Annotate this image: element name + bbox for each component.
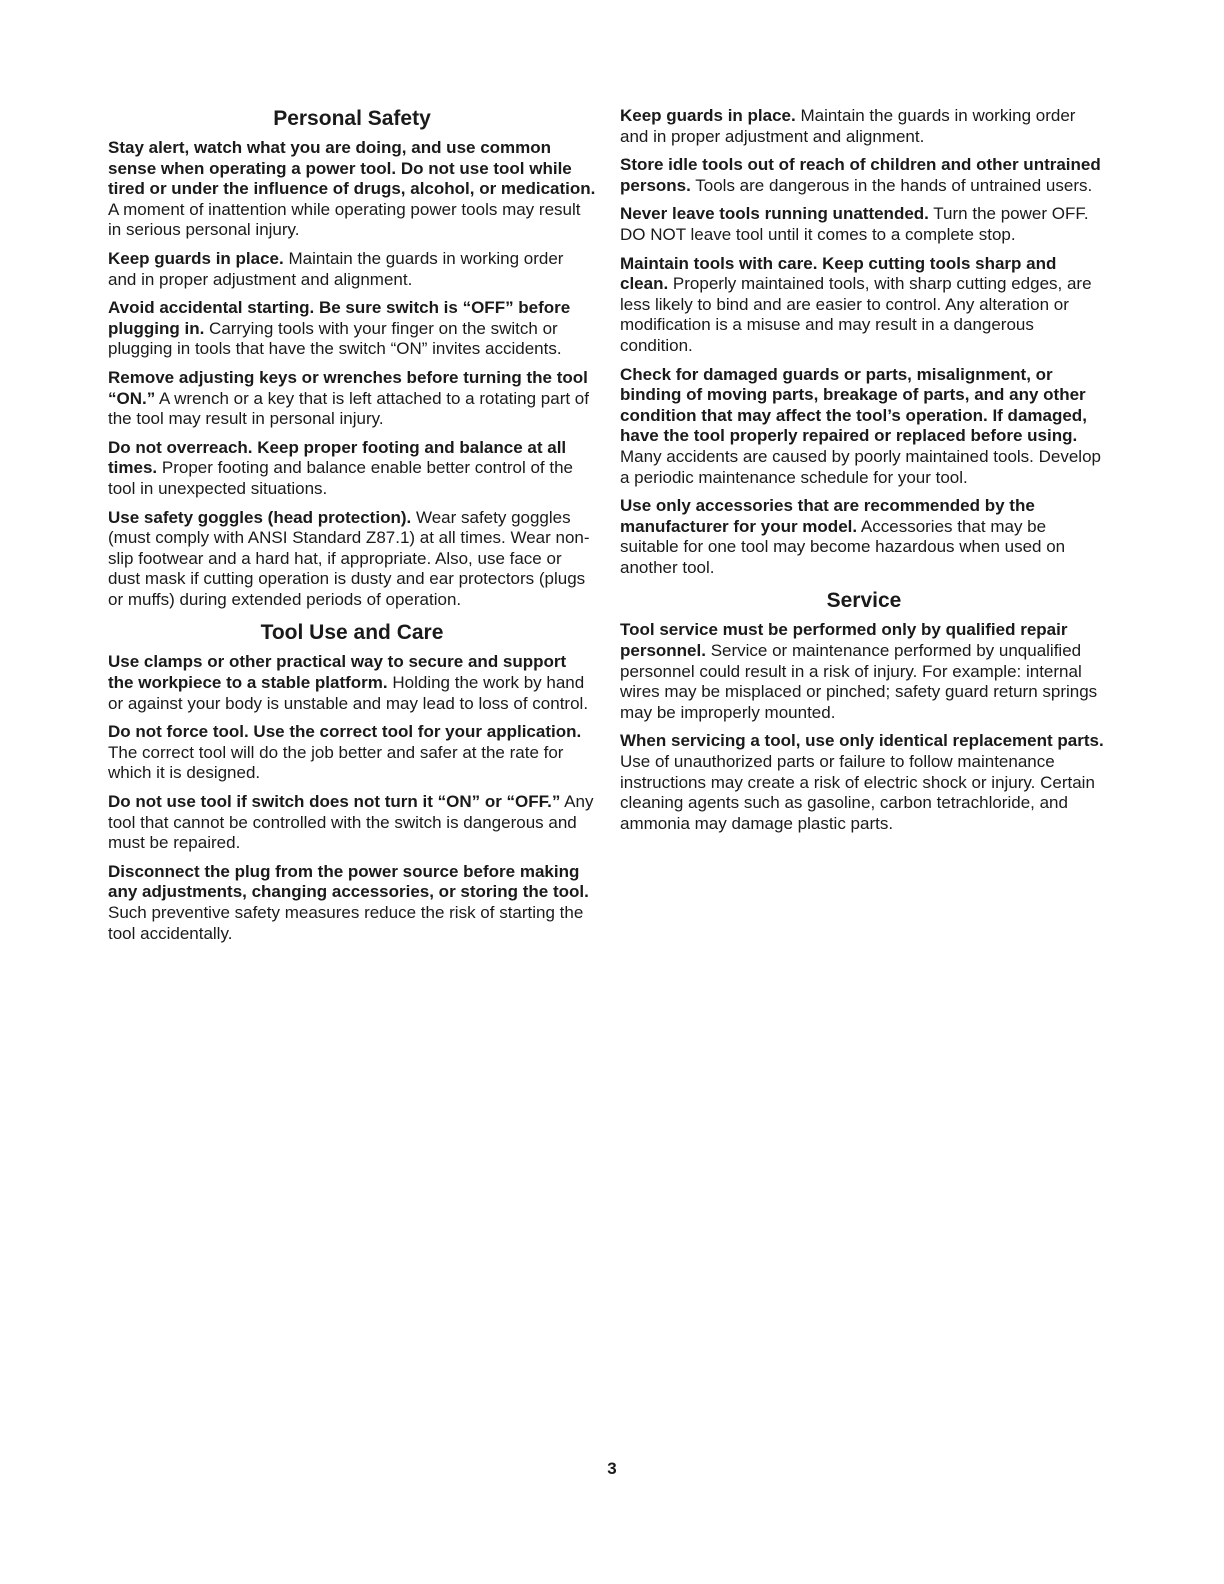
paragraph [108, 862, 596, 944]
paragraph-body: Use of unauthorized parts or failure to follow maintenance instructions may create a risk of electric shock or injury. Certain cleaning agents such as gasoline, carbon tetrachloride, and ammonia may damage plastic parts. [620, 752, 1095, 833]
paragraph-body: A wrench or a key that is left attached to a rotating part of the tool may result in personal injury. [108, 388, 589, 429]
section-title-personal-safety: Personal Safety [273, 107, 431, 130]
paragraph-body: Maintain the guards in working order and in proper adjustment and alignment. [620, 106, 1076, 146]
paragraph-body: Proper footing and balance enable better control of the tool in unexpected situations. [108, 458, 573, 498]
paragraph [620, 106, 1108, 147]
paragraph-lead: Do not overreach. Keep proper footing and balance at all times. [108, 437, 567, 478]
paragraph-body: Many accidents are caused by poorly maintained tools. Develop a periodic maintenance schedule for your tool. [620, 446, 1101, 487]
paragraph [108, 508, 596, 611]
paragraph [620, 731, 1108, 834]
paragraph-lead: Avoid accidental starting. Be sure switch is “OFF” before plugging in. [108, 298, 571, 338]
paragraph-body: Tools are dangerous in the hands of untrained users. [690, 175, 1093, 195]
paragraph [108, 652, 596, 714]
paragraph [108, 138, 596, 241]
tool-use-and-care-continued-section [620, 106, 1108, 578]
paragraph-lead: Use only accessories that are recommended by the manufacturer for your model. [620, 496, 1035, 536]
paragraph [108, 792, 596, 854]
paragraph-lead: Check for damaged guards or parts, misalignment, or binding of moving parts, breakage of parts, and any other condition that may affect the tool’s operation. If damaged, have the tool properly repaired or replaced before using. [620, 364, 1087, 446]
paragraph-lead: Use clamps or other practical way to secure and support the workpiece to a stable platform. [108, 652, 567, 693]
paragraph-lead: Use safety goggles (head protection). [108, 507, 412, 527]
paragraph [620, 496, 1108, 578]
section-title-tool-use-and-care: Tool Use and Care [260, 621, 444, 645]
section-title-service: Service [826, 589, 902, 613]
paragraph-lead: Stay alert, watch what you are doing, and use common sense when operating a power tool. Do not use tool while tired or under the influence of drugs, alcohol, or medication. [108, 138, 596, 199]
paragraph-lead: Keep guards in place. [108, 248, 284, 268]
paragraph [108, 438, 596, 500]
paragraph-lead: Keep guards in place. [620, 106, 796, 125]
paragraph [108, 298, 596, 360]
paragraph-body: The correct tool will do the job better and safer at the rate for which it is designed. [108, 742, 564, 783]
paragraph [108, 368, 596, 430]
paragraph-body: Any tool that cannot be controlled with the switch is dangerous and must be repaired. [108, 792, 594, 853]
paragraph [620, 365, 1108, 489]
paragraph [108, 249, 596, 290]
paragraph-body: Carrying tools with your finger on the switch or plugging in tools that have the switch “ON” invites accidents. [108, 318, 562, 359]
tool-use-and-care-section [108, 620, 596, 944]
paragraph [620, 204, 1108, 245]
paragraph [620, 155, 1108, 196]
left-column [108, 106, 596, 952]
paragraph-lead: Never leave tools running unattended. [620, 204, 929, 224]
paragraph [620, 620, 1108, 723]
paragraph-body: Wear safety goggles (must comply with ANSI Standard Z87.1) at all times. Wear non-slip footwear and a hard hat, if appropriate. Also, use face or dust mask if cutting operation is dusty and ear protectors (plugs or muffs) during extended periods of operation. [108, 507, 590, 609]
paragraph-lead: Do not use tool if switch does not turn it “ON” or “OFF.” [108, 792, 561, 812]
paragraph-lead: Store idle tools out of reach of children and other untrained persons. [620, 155, 1101, 195]
service-section [620, 588, 1108, 834]
paragraph-body: Service or maintenance performed by unqualified personnel could result in a risk of injury. For example: internal wires may be misplaced or pinched; safety guard return springs may be improperly mounted. [620, 641, 1098, 722]
paragraph-lead: Tool service must be performed only by qualified repair personnel. [620, 620, 1068, 661]
paragraph-body: A moment of inattention while operating power tools may result in serious personal injury. [108, 199, 581, 240]
paragraph-lead: Do not force tool. Use the correct tool for your application. [108, 722, 582, 742]
paragraph [108, 722, 596, 784]
personal-safety-section [108, 106, 596, 610]
paragraph-body: Turn the power OFF. DO NOT leave tool until it comes to a complete stop. [620, 204, 1089, 244]
paragraph-body: Accessories that may be suitable for one tool may become hazardous when used on another tool. [620, 516, 1066, 577]
paragraph-body: Such preventive safety measures reduce the risk of starting the tool accidentally. [108, 903, 584, 943]
paragraph-lead: Disconnect the plug from the power source before making any adjustments, changing accessories, or storing the tool. [108, 861, 589, 902]
paragraph [620, 254, 1108, 357]
paragraph-lead: Remove adjusting keys or wrenches before turning the tool “ON.” [108, 367, 588, 408]
paragraph-body: Holding the work by hand or against your body is unstable and may lead to loss of control. [108, 673, 589, 713]
page-number: 3 [607, 1459, 617, 1478]
paragraph-lead: Maintain tools with care. Keep cutting tools sharp and clean. [620, 253, 1057, 294]
paragraph-body: Properly maintained tools, with sharp cutting edges, are less likely to bind and are easier to control. Any alteration or modification is a misuse and may result in a dangerous condition. [620, 274, 1092, 355]
paragraph-body: Maintain the guards in working order and in proper adjustment and alignment. [108, 248, 564, 289]
paragraph-lead: When servicing a tool, use only identical replacement parts. [620, 731, 1104, 751]
right-column [620, 106, 1108, 842]
